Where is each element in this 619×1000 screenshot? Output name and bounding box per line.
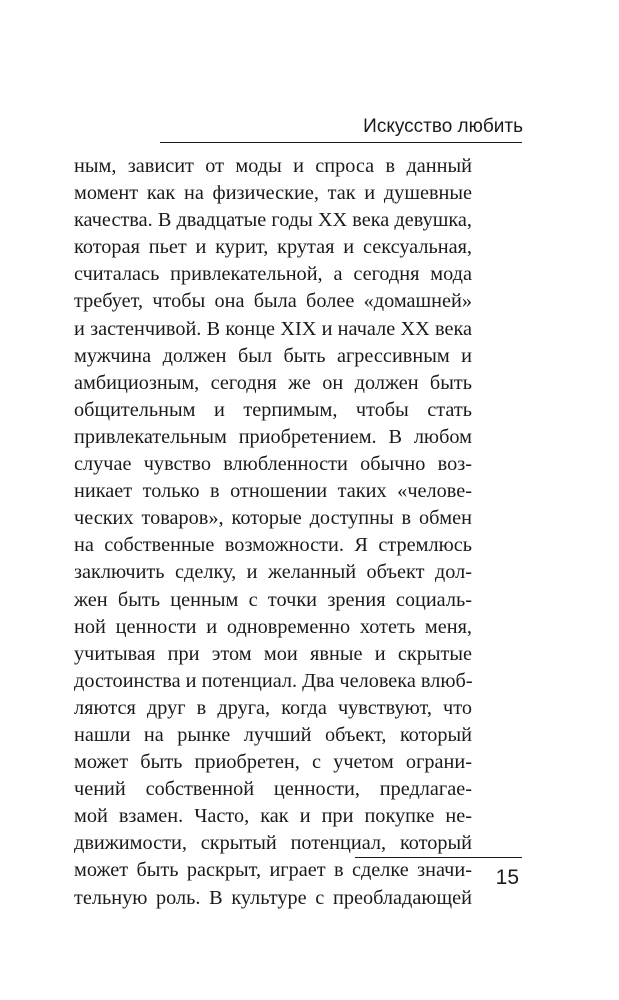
text-line: случае чувство влюбленности обычно воз- — [74, 453, 472, 476]
text-line: может быть приобретен, с учетом ограни- — [74, 751, 472, 774]
text-line: ческих товаров», которые доступны в обмен — [74, 507, 472, 530]
text-line: качества. В двадцатые годы XX века девушка, — [74, 209, 472, 232]
text-line: заключить сделку, и желанный объект дол- — [74, 561, 472, 584]
text-line: достоинства и потенциал. Два человека влюб- — [74, 669, 473, 692]
page-number: 15 — [495, 866, 519, 889]
header-rule — [160, 142, 522, 143]
text-line: и застенчивой. В конце XIX и начале XX века — [74, 317, 472, 340]
text-line: мужчина должен был быть агрессивным и — [74, 344, 472, 367]
text-line: движимости, скрытый потенциал, который — [74, 832, 472, 855]
text-line: мой взамен. Часто, как и при покупке не- — [74, 805, 472, 828]
text-line: общительным и терпимым, чтобы стать — [74, 398, 472, 421]
footer-rule — [355, 857, 522, 858]
text-line: жен быть ценным с точки зрения социаль- — [74, 588, 472, 611]
text-line: которая пьет и курит, крутая и сексуальная, — [74, 236, 472, 259]
text-line: на собственные возможности. Я стремлюсь — [74, 534, 472, 557]
text-line: чений собственной ценности, предлагае- — [74, 778, 472, 801]
text-line: амбициозным, сегодня же он должен быть — [74, 371, 472, 394]
text-line: может быть раскрыт, играет в сделке значи- — [74, 859, 472, 882]
body-text — [74, 153, 472, 912]
text-line: ным, зависит от моды и спроса в данный — [74, 155, 472, 177]
text-line: ной ценности и одновременно хотеть меня, — [74, 615, 472, 638]
text-line: привлекательным приобретением. В любом — [74, 425, 472, 448]
text-line: тельную роль. В культуре с преобладающей — [74, 886, 472, 909]
text-line: никает только в отношении таких «челове- — [74, 480, 472, 503]
text-line: ляются друг в друга, когда чувствуют, что — [74, 696, 472, 719]
text-line: требует, чтобы она была более «домашней» — [74, 290, 472, 313]
text-line: нашли на рынке лучший объект, который — [74, 723, 472, 746]
text-line: учитывая при этом мои явные и скрытые — [74, 642, 472, 665]
running-title: Искусство любить — [363, 116, 523, 137]
text-line: считалась привлекательной, а сегодня мода — [74, 263, 472, 286]
text-line: момент как на физические, так и душевные — [74, 182, 472, 205]
